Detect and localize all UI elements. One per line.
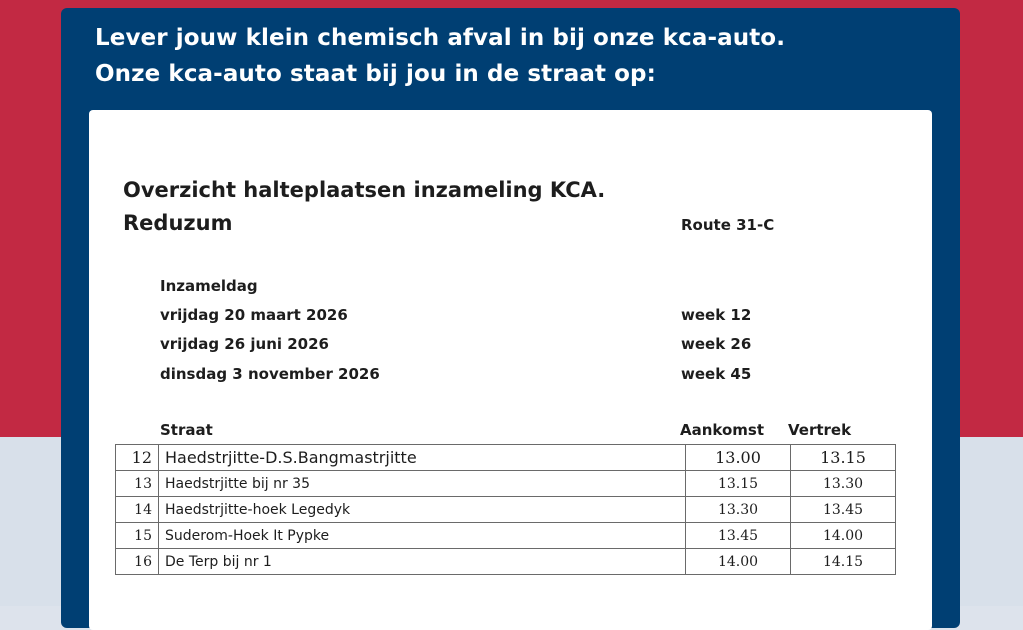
header-line-1: Lever jouw klein chemisch afval in bij onze kca-auto.	[95, 25, 786, 51]
stop-number: 16	[116, 549, 159, 575]
route-label: Route 31-C	[681, 216, 775, 234]
column-header-arrival: Aankomst	[680, 421, 765, 439]
table-row	[116, 445, 896, 471]
stop-arrival: 14.00	[686, 549, 791, 575]
stop-arrival: 13.45	[686, 523, 791, 549]
stop-number: 14	[116, 497, 159, 523]
stop-street: De Terp bij nr 1	[159, 549, 686, 575]
table-row	[116, 497, 896, 523]
stop-number: 13	[116, 471, 159, 497]
stop-number: 15	[116, 523, 159, 549]
table-row	[116, 471, 896, 497]
stop-street: Haedstrjitte bij nr 35	[159, 471, 686, 497]
schedule-week: week 26	[681, 335, 752, 353]
stop-departure: 13.15	[791, 445, 896, 471]
schedule-date: vrijdag 26 juni 2026	[160, 335, 329, 353]
header-line-2: Onze kca-auto staat bij jou in de straat op:	[95, 61, 656, 87]
schedule-heading: Inzameldag	[160, 277, 258, 295]
stop-arrival: 13.30	[686, 497, 791, 523]
schedule-week: week 45	[681, 365, 752, 383]
stop-street: Suderom-Hoek It Pypke	[159, 523, 686, 549]
document-subtitle: Reduzum	[123, 211, 233, 235]
table-row	[116, 523, 896, 549]
stop-departure: 14.15	[791, 549, 896, 575]
document-title: Overzicht halteplaatsen inzameling KCA.	[123, 178, 606, 202]
stop-number: 12	[116, 445, 159, 471]
stop-arrival: 13.00	[686, 445, 791, 471]
schedule-date: vrijdag 20 maart 2026	[160, 306, 348, 324]
schedule-week: week 12	[681, 306, 752, 324]
stops-table	[115, 444, 896, 575]
stop-street: Haedstrjitte-hoek Legedyk	[159, 497, 686, 523]
stop-departure: 13.45	[791, 497, 896, 523]
schedule-date: dinsdag 3 november 2026	[160, 365, 380, 383]
stop-departure: 14.00	[791, 523, 896, 549]
table-row	[116, 549, 896, 575]
stop-street: Haedstrjitte-D.S.Bangmastrjitte	[159, 445, 686, 471]
column-header-departure: Vertrek	[788, 421, 852, 439]
column-header-street: Straat	[160, 421, 213, 439]
stop-departure: 13.30	[791, 471, 896, 497]
stop-arrival: 13.15	[686, 471, 791, 497]
